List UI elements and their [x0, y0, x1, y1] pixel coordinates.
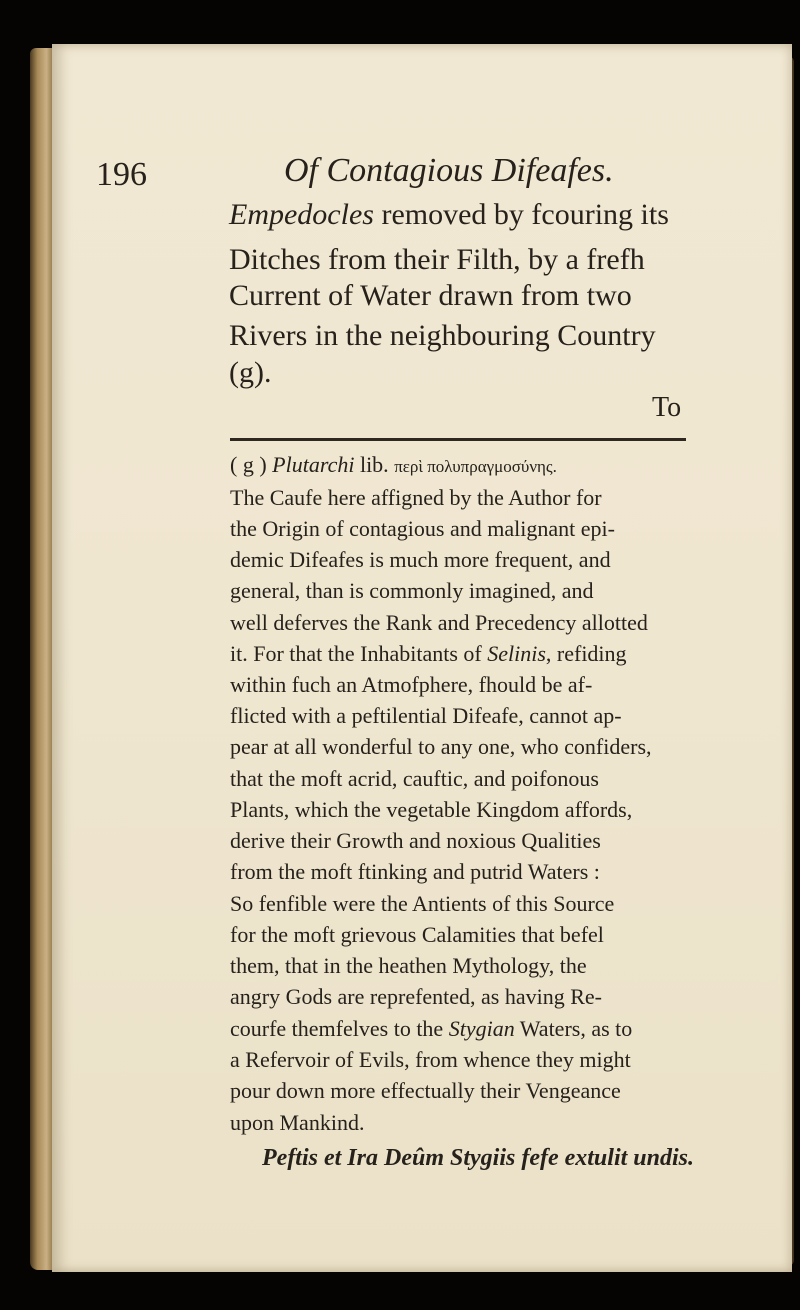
commentary-line: pear at all wonderful to any one, who confiders, — [230, 734, 652, 759]
footnote-author: Plutarchi — [272, 452, 355, 477]
footnote-lib: lib. — [354, 452, 395, 477]
commentary-line: Plants, which the vegetable Kingdom affords, — [230, 797, 633, 822]
running-title: Of Contagious Difeafes. — [284, 152, 614, 189]
footnote-reference — [230, 452, 557, 478]
commentary-line: from the moft ftinking and putrid Waters : — [230, 859, 600, 884]
commentary-line: pour down more effectually their Vengeance — [230, 1078, 621, 1103]
commentary-line: for the moft grievous Calamities that befel — [230, 922, 604, 947]
commentary-line: well deferves the Rank and Precedency allotted — [230, 610, 648, 635]
footnote-greek: περὶ πολυπραγμοσύνης. — [394, 457, 557, 476]
main-line-1 — [229, 198, 669, 232]
commentary-line: derive their Growth and noxious Qualities — [230, 828, 601, 853]
commentary-line: within fuch an Atmofphere, fhould be af- — [230, 672, 593, 697]
commentary-line: demic Difeafes is much more frequent, and — [230, 547, 611, 572]
commentary-line: general, than is commonly imagined, and — [230, 578, 594, 603]
commentary-line: So fenfible were the Antients of this Source — [230, 891, 615, 916]
commentary-line: a Refervoir of Evils, from whence they might — [230, 1047, 631, 1072]
main-line-5: (g). — [229, 356, 272, 389]
commentary-line: them, that in the heathen Mythology, the — [230, 953, 587, 978]
catchword: To — [652, 392, 682, 423]
commentary-line: The Caufe here affigned by the Author for — [230, 485, 602, 510]
main-line-1-rest: removed by fcouring its — [373, 198, 669, 231]
main-line-4: Rivers in the neighbouring Country — [229, 319, 656, 352]
footnote-marker: ( g ) — [230, 452, 267, 477]
commentary-line: angry Gods are reprefented, as having Re- — [230, 984, 603, 1009]
commentary-line: it. For that the Inhabitants of Selinis, refiding — [230, 641, 627, 666]
commentary-line: upon Mankind. — [230, 1110, 365, 1135]
motto: Peftis et Ira Deûm Stygiis fefe extulit undis. — [262, 1145, 694, 1171]
commentary-line: flicted with a peftilential Difeafe, cannot ap- — [230, 703, 622, 728]
commentary-line: the Origin of contagious and malignant epi- — [230, 516, 615, 541]
commentary-line: courfe themfelves to the Stygian Waters, as to — [230, 1016, 633, 1041]
footnote-rule — [230, 438, 686, 441]
page-number: 196 — [96, 156, 147, 193]
main-line-1-italic: Empedocles — [229, 198, 374, 231]
commentary-line: that the moft acrid, cauftic, and poifonous — [230, 766, 599, 791]
main-line-3: Current of Water drawn from two — [229, 279, 632, 312]
main-line-2: Ditches from their Filth, by a frefh — [229, 243, 645, 276]
